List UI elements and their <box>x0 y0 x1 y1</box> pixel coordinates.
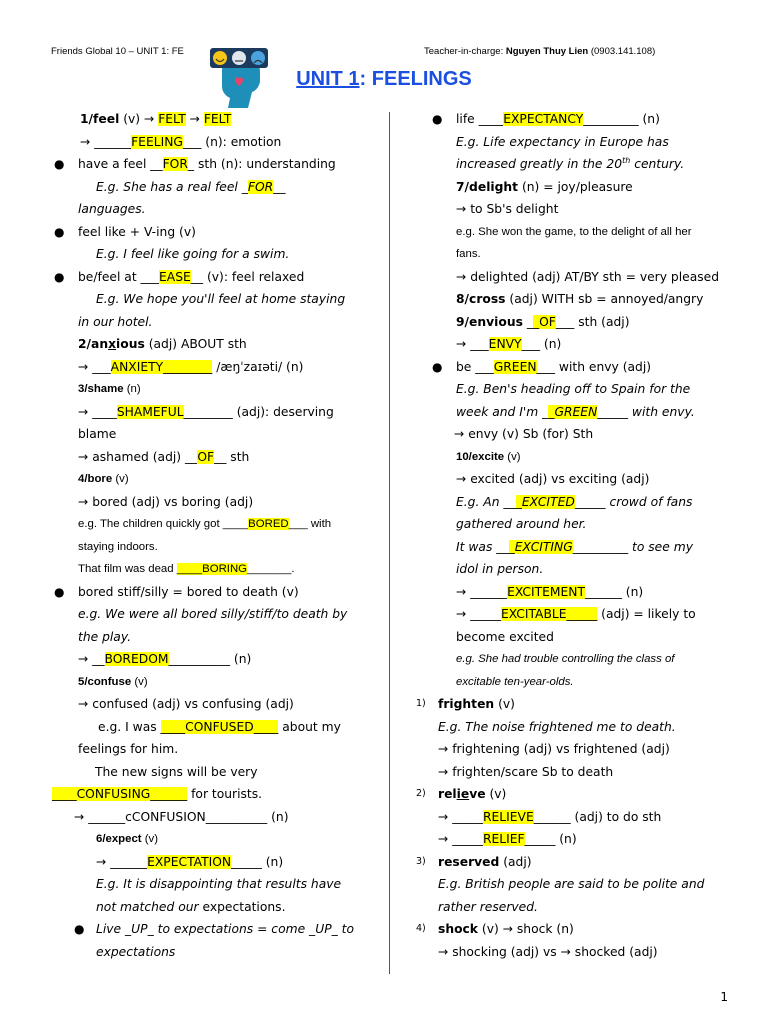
headword: reserved <box>438 854 500 869</box>
example: the play. <box>78 629 132 644</box>
text: _ <box>522 314 533 329</box>
text: feel like + V-ing (v) <box>78 224 196 239</box>
list-number: 1) <box>416 698 426 709</box>
headword: 5/confuse <box>78 675 132 688</box>
headword: ve <box>469 787 486 801</box>
text: → ashamed (adj) __ <box>78 449 198 464</box>
text: th <box>622 155 631 165</box>
line <box>412 806 732 829</box>
entry-reserved <box>412 851 732 874</box>
headword: 3/shame <box>78 383 124 395</box>
bullet-icon: ● <box>54 157 65 171</box>
entry-shame <box>50 378 370 401</box>
bullet-line <box>50 153 370 176</box>
line <box>50 356 370 379</box>
headword: rel <box>438 787 457 801</box>
text: It was __ <box>456 539 509 554</box>
text: _____ with envy. <box>597 404 695 419</box>
text: _____ crowd of fans <box>574 494 693 509</box>
headword: ie <box>456 787 470 801</box>
column-divider <box>389 112 390 974</box>
example: e.g. We were all bored silly/stiff/to death by <box>78 607 348 621</box>
headword: 7/delight <box>456 179 519 194</box>
line <box>412 828 732 851</box>
example <box>50 896 370 919</box>
example <box>412 401 732 424</box>
text: be/feel at ___ <box>78 269 160 284</box>
text: → ______ <box>80 134 132 149</box>
answer: _EXCITING <box>508 539 573 554</box>
text: → <box>185 112 204 126</box>
answer: ____BORING <box>176 563 248 575</box>
text: ________ (adj): deserving <box>183 404 334 419</box>
bullet-icon: ● <box>54 269 65 284</box>
text: E.g. She has a real feel _ <box>96 179 248 194</box>
answer: FOR <box>247 179 274 194</box>
line: → excited (adj) vs exciting (adj) <box>456 472 650 486</box>
text: e.g. I was <box>98 719 161 734</box>
answer: EXPECTATION <box>147 854 232 869</box>
bullet-icon: ● <box>54 584 65 599</box>
list-number: 3) <box>416 855 426 867</box>
text: (adj) <box>499 854 532 869</box>
line: become excited <box>456 629 554 644</box>
text: ___ sth (adj) <box>555 314 630 329</box>
example: e.g. She had trouble controlling the class of <box>456 653 675 665</box>
example: expectations <box>96 944 176 959</box>
text: (adj) WITH sb = annoyed/angry <box>505 292 704 306</box>
answer: FOR <box>162 157 188 171</box>
text: ___ with envy (adj) <box>536 359 652 374</box>
text: __________ (n) <box>168 652 252 666</box>
answer: _GREEN <box>548 404 598 419</box>
answer: EASE <box>159 269 191 284</box>
example <box>50 513 370 536</box>
answer: FEELING <box>131 134 183 149</box>
bullet-icon: ● <box>432 359 443 374</box>
headword: 2/an <box>78 337 109 351</box>
headword: 10/excite <box>456 450 505 463</box>
headword: 9/envious <box>456 314 523 329</box>
text: → ____ <box>78 404 117 419</box>
headword: 8/cross <box>456 292 506 306</box>
entry-frighten <box>412 693 732 716</box>
text: (v) <box>131 675 148 688</box>
bullet-icon: ● <box>74 922 85 936</box>
page-number: 1 <box>720 990 728 1004</box>
text: ______ (n) <box>585 584 644 599</box>
page-title <box>0 68 768 91</box>
text: (adj) = likely to <box>597 607 696 621</box>
entry-anxious <box>50 333 370 356</box>
text: (v) <box>485 787 507 801</box>
text: (v) → <box>119 112 159 126</box>
text: __ (v): feel relaxed <box>190 269 305 284</box>
example: feelings for him. <box>78 742 179 756</box>
line: → envy (v) Sb (for) Sth <box>454 427 594 441</box>
answer: ANXIETY________ <box>110 359 213 374</box>
example: E.g. We hope you'll feel at home staying <box>96 292 346 306</box>
example: E.g. British people are said to be polite and <box>438 877 705 891</box>
text: → _____ <box>456 607 501 621</box>
text: week and I'm _ <box>456 404 549 419</box>
text: not matched our <box>96 899 203 914</box>
text: (v) → shock (n) <box>478 922 574 936</box>
entry-envious <box>412 311 732 334</box>
line: → shocking (adj) vs → shocked (adj) <box>438 944 658 959</box>
headword: shock <box>438 922 478 936</box>
example: E.g. The noise frightened me to death. <box>438 719 676 734</box>
line <box>50 648 370 671</box>
answer: EXPECTANCY <box>503 112 584 126</box>
left-column <box>50 108 370 963</box>
line <box>412 333 732 356</box>
text: increased greatly in the 20 <box>456 157 623 171</box>
text: → ______ <box>96 854 148 869</box>
line: → confused (adj) vs confusing (adj) <box>78 697 294 711</box>
entry-cross <box>412 288 732 311</box>
entry-shock <box>412 918 732 941</box>
answer: EXCITABLE_____ <box>500 607 598 621</box>
text: ___ (n): emotion <box>182 134 282 149</box>
text: _______. <box>247 563 295 575</box>
text: _________ to see my <box>572 539 693 554</box>
headword: 4/bore <box>78 473 113 485</box>
text: ___ with <box>288 518 332 530</box>
text: → ______ <box>456 584 508 599</box>
line: → bored (adj) vs boring (adj) <box>78 494 254 509</box>
text: (v) <box>504 450 521 463</box>
text: bored stiff/silly = bored to death (v) <box>78 584 299 599</box>
bullet-icon: ● <box>432 112 443 126</box>
answer: ____CONFUSED____ <box>160 719 279 734</box>
text: about my <box>278 719 341 734</box>
header-right <box>424 46 655 57</box>
bullet-line <box>50 221 370 244</box>
list-number: 4) <box>416 923 426 934</box>
text: _ sth (n): understanding <box>187 157 336 171</box>
answer: GREEN <box>493 359 537 374</box>
bullet-line <box>50 581 370 604</box>
header-teacher-phone: (0903.141.108) <box>588 46 656 57</box>
text: Live _UP_ to expectations = come _UP_ to <box>96 922 355 936</box>
header-teacher-label: Teacher-in-charge: <box>424 46 506 57</box>
answer: FELT <box>203 112 232 126</box>
headword: x <box>108 337 117 351</box>
answer: _OF <box>532 314 556 329</box>
answer: BORED <box>248 518 289 530</box>
answer: _EXCITED <box>515 494 575 509</box>
example: E.g. Life expectancy in Europe has <box>456 134 669 149</box>
example <box>50 558 370 581</box>
text: → _____ <box>438 809 483 824</box>
text: century. <box>630 157 685 171</box>
example: rather reserved. <box>438 899 538 914</box>
example <box>50 716 370 739</box>
text: _____ (n) <box>524 832 577 846</box>
example: e.g. She won the game, to the delight of all her <box>456 225 692 238</box>
example: The new signs will be very <box>95 764 258 779</box>
right-column <box>412 108 732 963</box>
text: → ___ <box>78 359 111 374</box>
text: → ___ <box>456 337 489 351</box>
text: __ <box>273 179 286 194</box>
example <box>50 783 370 806</box>
text: ___ (n) <box>521 337 562 351</box>
example: languages. <box>78 202 146 216</box>
answer: ____CONFUSING______ <box>52 787 188 801</box>
answer: RELIEF <box>482 832 525 846</box>
title-rest: : FEELINGS <box>359 68 472 90</box>
text: (v) <box>494 697 515 711</box>
entry-bore <box>50 468 370 491</box>
text: (v) <box>112 473 129 485</box>
bullet-line <box>412 356 732 379</box>
header-left <box>51 46 184 57</box>
example: in our hotel. <box>78 314 153 329</box>
bullet-line <box>50 266 370 289</box>
entry-relieve <box>412 783 732 806</box>
answer: SHAMEFUL <box>116 404 184 419</box>
entry-excite <box>412 446 732 469</box>
text: be ___ <box>456 359 494 374</box>
list-number: 2) <box>416 788 426 799</box>
text: (n) <box>123 383 141 395</box>
text: ______ (adj) to do sth <box>533 809 662 824</box>
example: idol in person. <box>456 562 544 576</box>
line <box>50 131 370 154</box>
text: → __ <box>78 652 105 666</box>
example: staying indoors. <box>78 540 158 553</box>
text: (n) = joy/pleasure <box>518 179 633 194</box>
answer: EXCITEMENT <box>507 584 585 599</box>
example: E.g. Ben's heading off to Spain for the <box>456 382 691 396</box>
line <box>412 581 732 604</box>
text: → _____ <box>438 832 483 846</box>
example: fans. <box>456 248 481 260</box>
text: have a feel __ <box>78 157 163 171</box>
line <box>50 851 370 874</box>
line: → delighted (adj) AT/BY sth = very pleased <box>456 269 720 284</box>
header-teacher-name: Nguyen Thuy Lien <box>505 46 589 57</box>
text: _________ (n) <box>583 112 660 126</box>
bullet-icon: ● <box>54 224 65 239</box>
example: excitable ten-year-olds. <box>456 675 574 688</box>
headword: ious <box>116 337 145 351</box>
line: → frighten/scare Sb to death <box>438 764 614 779</box>
line <box>50 446 370 469</box>
entry-expect <box>50 828 370 851</box>
example <box>412 491 732 514</box>
text: _____ (n) <box>231 854 284 869</box>
answer: RELIEVE <box>482 809 534 824</box>
bullet-line <box>50 918 370 941</box>
answer: ENVY <box>488 337 522 351</box>
text: (adj) ABOUT sth <box>144 337 247 351</box>
bullet-line <box>412 108 732 131</box>
text: e.g. The children quickly got ____ <box>78 518 249 530</box>
text: life ____ <box>456 112 504 126</box>
answer: FELT <box>158 112 186 126</box>
text: for tourists. <box>187 787 263 801</box>
headword: 6/expect <box>96 833 142 845</box>
text: expectations. <box>202 899 286 914</box>
example <box>412 536 732 559</box>
entry-feel <box>50 108 370 131</box>
answer: OF <box>197 449 215 464</box>
answer: BOREDOM <box>104 652 169 666</box>
entry-confuse <box>50 671 370 694</box>
line <box>412 603 732 626</box>
text: E.g. An __ <box>456 494 516 509</box>
text: (v) <box>141 833 159 845</box>
example: E.g. It is disappointing that results have <box>96 877 342 891</box>
title-unit: UNIT 1 <box>296 68 360 90</box>
example: gathered around her. <box>456 517 587 531</box>
line: → ______cCONFUSION__________ (n) <box>74 809 289 824</box>
text: That film was dead <box>78 563 177 575</box>
line <box>50 401 370 424</box>
headword: 1/feel <box>80 112 120 126</box>
line: → frightening (adj) vs frightened (adj) <box>438 742 670 756</box>
example: E.g. I feel like going for a swim. <box>96 247 290 261</box>
entry-delight <box>412 176 732 199</box>
line: → to Sb's delight <box>456 202 559 216</box>
example <box>412 153 732 176</box>
headword: frighten <box>438 697 495 711</box>
text: /æŋˈzaɪəti/ (n) <box>212 359 304 374</box>
header-course: Friends Global 10 – UNIT 1: FE <box>51 46 184 57</box>
text: __ sth <box>214 449 250 464</box>
line: blame <box>78 427 117 441</box>
example <box>50 176 370 199</box>
